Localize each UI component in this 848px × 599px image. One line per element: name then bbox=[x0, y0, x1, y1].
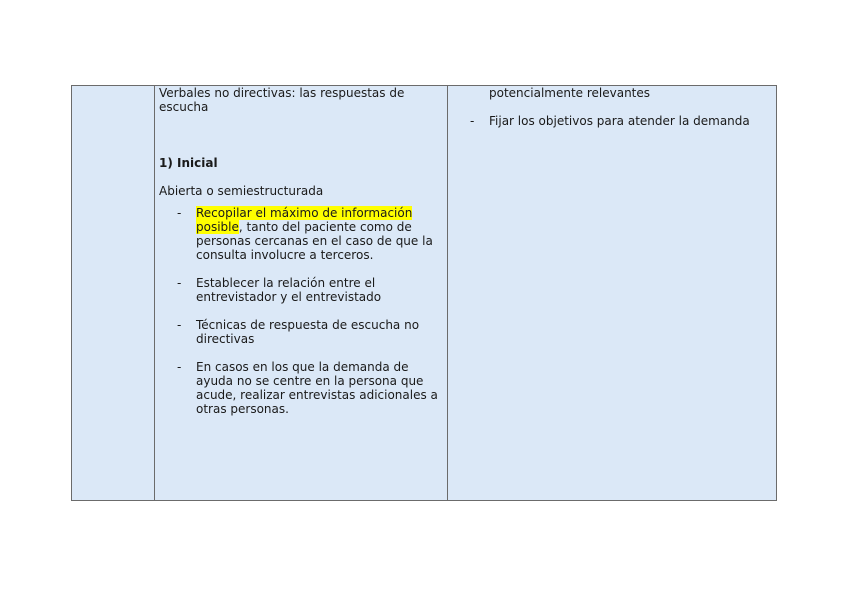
list-item-text: Fijar los objetivos para atender la demanda bbox=[489, 114, 750, 128]
list-item bbox=[470, 114, 768, 128]
list-item bbox=[159, 276, 443, 304]
section-heading: 1) Inicial bbox=[159, 156, 218, 170]
table-cell-left bbox=[72, 86, 155, 500]
table-cell-middle bbox=[155, 86, 448, 500]
continuation-text: potencialmente relevantes bbox=[489, 86, 651, 100]
table-cell-right bbox=[448, 86, 776, 500]
highlighted-text: Recopilar el máximo de información posible bbox=[196, 206, 413, 234]
bullet-dash: - bbox=[177, 276, 182, 290]
bullet-dash: - bbox=[177, 206, 182, 220]
list-item bbox=[159, 318, 443, 346]
intro-text: Verbales no directivas: las respuestas de escucha bbox=[159, 86, 405, 114]
bullet-dash: - bbox=[177, 318, 182, 332]
bullet-list bbox=[159, 206, 443, 416]
list-item-text: En casos en los que la demanda de ayuda no se centre en la persona que acude, realizar entrevistas adicionales a otras personas. bbox=[196, 360, 438, 416]
bullet-dash: - bbox=[177, 360, 182, 374]
list-item-text: Técnicas de respuesta de escucha no directivas bbox=[196, 318, 420, 346]
list-item bbox=[159, 360, 443, 416]
list-item-text: , tanto del paciente como de personas cercanas en el caso de que la consulta involucre a terceros. bbox=[196, 220, 433, 262]
list-item bbox=[159, 206, 443, 262]
section-subtitle: Abierta o semiestructurada bbox=[159, 184, 324, 198]
document-table bbox=[71, 85, 777, 501]
bullet-dash: - bbox=[470, 114, 475, 128]
list-item-text: Establecer la relación entre el entrevistador y el entrevistado bbox=[196, 276, 382, 304]
